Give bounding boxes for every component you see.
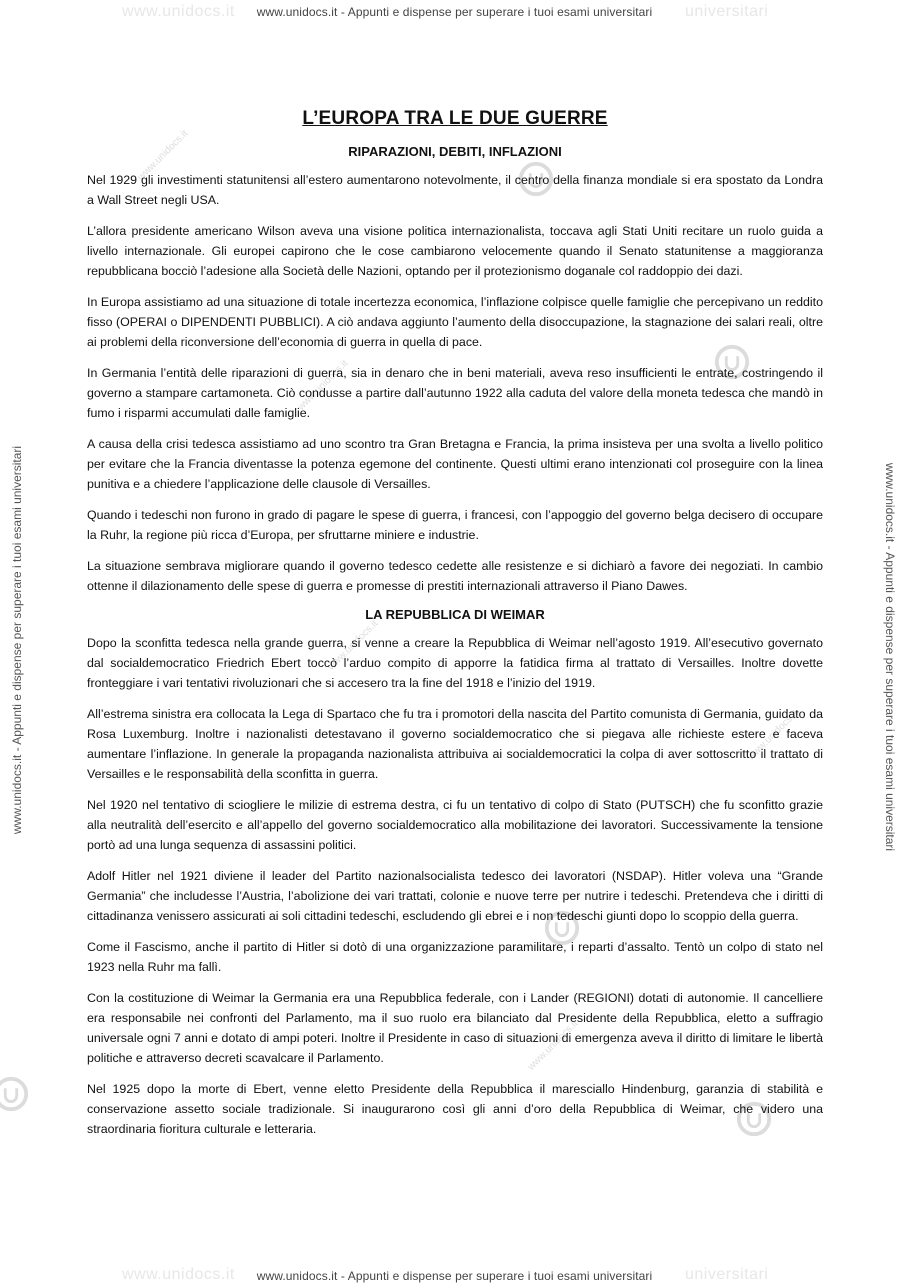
paragraph: All’estrema sinistra era collocata la Lega di Spartaco che fu tra i promotori della nascita del Partito comunista di Germania, guidato da Rosa Luxemburg. Inoltre i nazionalisti detestavano il governo socialdemocratico che si piegava alle richieste estere e faceva aumentare l’inflazione. In generale la propaganda nazionalista attribuiva ai socialdemocratici la colpa di aver sottoscritto il trattato di Versailles e le responsabilità della sconfitta in guerra. — [87, 707, 823, 781]
document-title: L’EUROPA TRA LE DUE GUERRE — [302, 108, 608, 129]
right-side-banner: www.unidocs.it - Appunti e dispense per superare i tuoi esami universitari — [883, 462, 897, 852]
paragraph: Come il Fascismo, anche il partito di Hitler si dotò di una organizzazione paramilitare, i reparti d’assalto. Tentò un colpo di stato nel 1923 nella Ruhr ma fallì. — [87, 940, 823, 974]
document-body — [87, 108, 823, 1150]
paragraph: In Germania l’entità delle riparazioni di guerra, sia in denaro che in beni materiali, aveva reso insufficienti le entrate, costringendo il governo a stampare cartamoneta. Ciò condusse a partire dall’autunno 1922 alla caduta del valore della moneta tedesca che mandò in fumo i risparmi accumulati dalle famiglie. — [87, 366, 823, 420]
paragraph: Nel 1925 dopo la morte di Ebert, venne eletto Presidente della Repubblica il maresciallo Hindenburg, garanzia di stabilità e conservazione assetto sociale tradizionale. Si inaugurarono così gli anni d’oro della Repubblica di Weimar, che videro una straordinaria fioritura culturale e letteraria. — [87, 1082, 823, 1136]
paragraph: Dopo la sconfitta tedesca nella grande guerra, si venne a creare la Repubblica di Weimar nell’agosto 1919. All’esecutivo governato dal socialdemocratico Friedrich Ebert toccò l’arduo compito di apporre la fatidica firma al trattato di Versailles. Inoltre dovette fronteggiare i vari tentativi rivoluzionari che si accesero tra la fine del 1918 e l’inizio del 1919. — [87, 636, 823, 690]
section-heading: RIPARAZIONI, DEBITI, INFLAZIONI — [348, 144, 562, 159]
paragraph: In Europa assistiamo ad una situazione di totale incertezza economica, l’inflazione colpisce quelle famiglie che percepivano un reddito fisso (OPERAI o DIPENDENTI PUBBLICI). A ciò andava aggiunto l’aumento della disoccupazione, la stagnazione dei salari reali, oltre ai problemi della riconversione dell’economia di guerra in quella di pace. — [87, 295, 823, 349]
paragraph: La situazione sembrava migliorare quando il governo tedesco cedette alle resistenze e si dichiarò a favore dei negoziati. In cambio ottenne il dilazionamento delle spese di guerra e promesse di prestiti internazionali attraverso il Piano Dawes. — [87, 559, 823, 593]
section-weimar — [87, 607, 823, 1139]
watermark-text: www.unidocs.it — [135, 128, 191, 183]
footer-banner: www.unidocs.it - Appunti e dispense per superare i tuoi esami universitari — [256, 1269, 653, 1283]
header-banner: www.unidocs.it - Appunti e dispense per superare i tuoi esami universitari — [256, 5, 653, 19]
left-side-banner: www.unidocs.it - Appunti e dispense per superare i tuoi esami universitari — [10, 445, 24, 835]
paragraph: A causa della crisi tedesca assistiamo ad uno scontro tra Gran Bretagna e Francia, la prima insisteva per una svolta a livello politico per evitare che la Francia diventasse la potenza egemone del continente. Questi ultimi erano intenzionati col proseguire con la linea punitiva e a chiedere l’applicazione delle clausole di Versailles. — [87, 437, 823, 491]
section-riparazioni — [87, 144, 823, 596]
watermark-ghost-bottom-left: www.unidocs.it — [122, 1266, 235, 1283]
watermark-text: www.unidocs.it — [745, 708, 801, 763]
paragraph: Quando i tedeschi non furono in grado di pagare le spese di guerra, i francesi, con l’appoggio del governo belga decisero di occupare la Ruhr, la regione più ricca d’Europa, per sfruttarne miniere e industrie. — [87, 508, 823, 542]
watermark-ghost-top-left: www.unidocs.it — [122, 3, 235, 20]
paragraph: Nel 1929 gli investimenti statunitensi all’estero aumentarono notevolmente, il centro della finanza mondiale si era spostato da Londra a Wall Street negli USA. — [87, 173, 823, 207]
watermark-logo-icon — [0, 1075, 30, 1113]
watermark-text: www.unidocs.it — [325, 618, 381, 673]
paragraph: Adolf Hitler nel 1921 diviene il leader del Partito nazionalsocialista tedesco dei lavoratori (NSDAP). Hitler voleva una “Grande Germania” che includesse l’Austria, l’abolizione dei vari trattati, colonie e nuove terre per nutrire i tedeschi. Pretendeva che i diritti di cittadinanza venissero assicurati ai soli cittadini tedeschi, escludendo gli ebrei e i non tedeschi giunti dopo lo scoppio della guerra. — [87, 869, 823, 923]
watermark-ghost-bottom-right: universitari — [685, 1266, 769, 1283]
paragraph: Nel 1920 nel tentativo di sciogliere le milizie di estrema destra, ci fu un tentativo di colpo di Stato (PUTSCH) che fu sconfitto grazie alla neutralità dell’esercito e all’appello del governo socialdemocratico alla mobilitazione dei lavoratori. Successivamente la tensione portò ad una lunga sequenza di assassini politici. — [87, 798, 823, 852]
paragraph: L’allora presidente americano Wilson aveva una visione politica internazionalista, toccava agli Stati Uniti recitare un ruolo guida a livello internazionale. Gli europei capirono che le cose cambiarono velocemente quando il Senato statunitense a maggioranza repubblicana bocciò l’adesione alla Società delle Nazioni, optando per il protezionismo doganale col raddoppio dei dazi. — [87, 224, 823, 278]
paragraph: Con la costituzione di Weimar la Germania era una Repubblica federale, con i Lander (REGIONI) dotati di autonomie. Il cancelliere era responsabile nei confronti del Parlamento, ma il suo ruolo era bilanciato dal Presidente della Repubblica, eletto a suffragio universale ogni 7 anni e dotato di ampi poteri. Inoltre il Presidente in caso di situazioni di emergenza aveva il diritto di limitare le libertà politiche e attraverso decreti scavalcare il Parlamento. — [87, 991, 823, 1065]
watermark-text: www.unidocs.it — [295, 358, 351, 413]
watermark-text: www.unidocs.it — [525, 1018, 581, 1073]
watermark-ghost-top-right: universitari — [685, 3, 769, 20]
section-heading: LA REPUBBLICA DI WEIMAR — [365, 607, 545, 622]
